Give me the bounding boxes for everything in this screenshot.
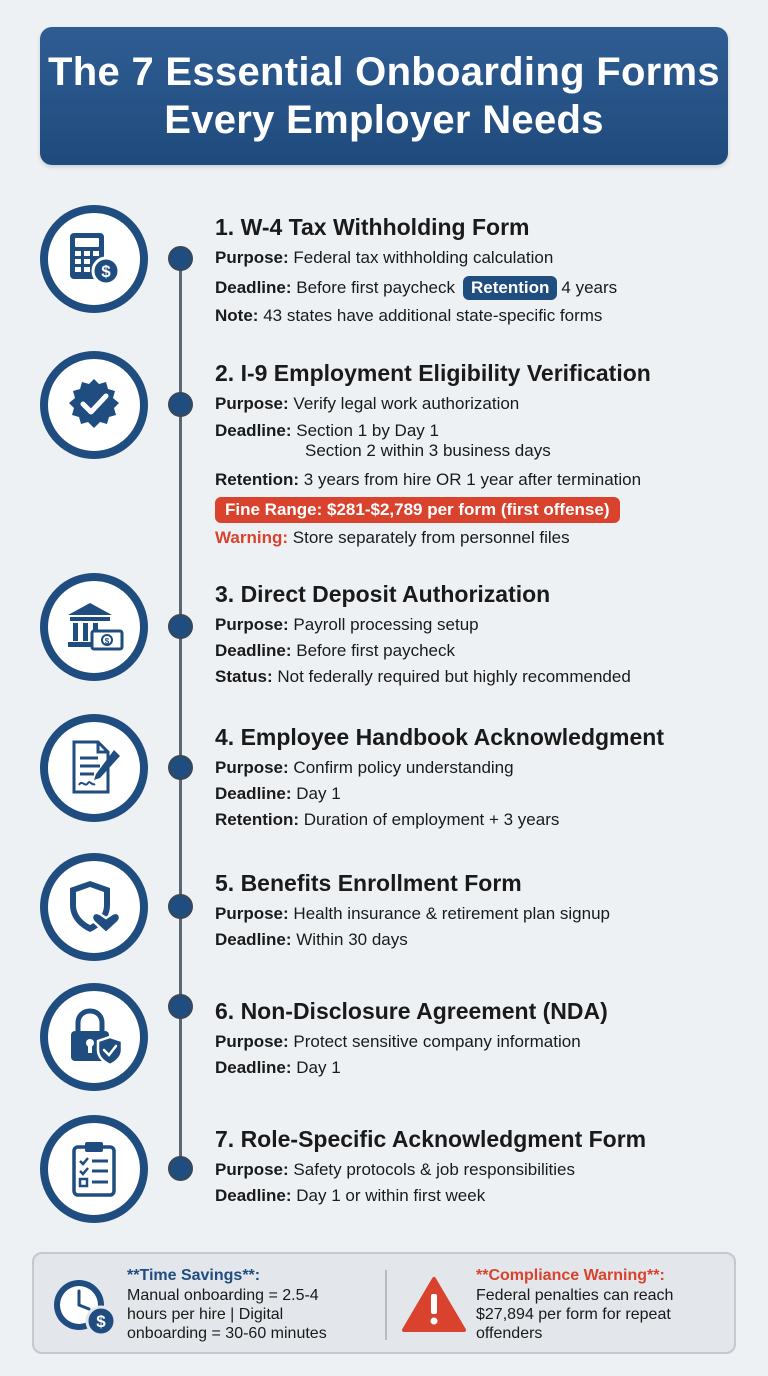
retention-row: Retention: 3 years from hire OR 1 year after termination [215,470,642,489]
purpose-row: Purpose: Federal tax withholding calculation [215,248,554,267]
timeline-dot [168,1156,193,1181]
purpose-row: Purpose: Safety protocols & job responsibilities [215,1160,576,1179]
clipboard-checklist-icon [40,1115,148,1223]
form-item-i9 [215,358,745,551]
deadline-row: Deadline: Day 1 or within first week [215,1186,486,1205]
shield-heart-icon [40,853,148,961]
compliance-warning-block: **Compliance Warning**: Federal penalties can reach $27,894 per form for repeat offenders [476,1267,674,1342]
form-heading: 3. Direct Deposit Authorization [215,581,551,607]
lock-shield-icon [40,983,148,1091]
deadline-row: Deadline: Before first paycheck [215,641,456,660]
warning-row: Warning: Store separately from personnel files [215,528,570,547]
time-savings-block: **Time Savings**: Manual onboarding = 2.5-4 hours per hire | Digital onboarding = 30-60 minutes [127,1267,327,1342]
retention-pill: Retention [463,276,557,300]
deadline-row: Deadline: Before first paycheck Retention 4 years [215,275,745,301]
timeline-dot [168,994,193,1019]
footer-divider [385,1270,387,1340]
purpose-row: Purpose: Health insurance & retirement plan signup [215,904,610,923]
timeline-dot [168,392,193,417]
signed-document-icon [40,714,148,822]
purpose-row: Purpose: Protect sensitive company information [215,1032,581,1051]
purpose-row: Purpose: Confirm policy understanding [215,758,514,777]
deadline-row: Deadline: Within 30 days [215,930,408,949]
form-heading: 2. I-9 Employment Eligibility Verification [215,360,651,386]
deadline-row: Deadline: Day 1 [215,1058,341,1077]
note-row: Note: 43 states have additional state-specific forms [215,306,603,325]
form-item-direct-deposit [215,579,745,690]
status-row: Status: Not federally required but highly recommended [215,667,631,686]
form-item-handbook [215,722,745,833]
page-title: The 7 Essential Onboarding Forms Every Employer Needs [48,50,720,142]
timeline-dot [168,614,193,639]
deadline-row: Deadline: Day 1 [215,784,341,803]
calculator-dollar-icon [40,205,148,313]
form-heading: 6. Non-Disclosure Agreement (NDA) [215,998,608,1024]
bank-money-icon [40,573,148,681]
warning-triangle-icon [402,1276,466,1334]
form-item-w4 [215,212,745,329]
deadline-row: Deadline: Section 1 by Day 1 Section 2 within 3 business days [215,421,551,460]
svg-text:$: $ [101,262,111,281]
timeline-dot [168,246,193,271]
form-item-nda [215,996,745,1081]
form-heading: 7. Role-Specific Acknowledgment Form [215,1126,647,1152]
timeline-dot [168,755,193,780]
fine-range-badge: Fine Range: $281-$2,789 per form (first offense) [215,497,620,523]
form-item-benefits [215,868,745,953]
header-banner [40,27,728,165]
form-heading: 1. W-4 Tax Withholding Form [215,214,530,240]
retention-row: Retention: Duration of employment + 3 years [215,810,560,829]
clock-dollar-icon [50,1276,118,1338]
svg-text:$: $ [96,1312,106,1331]
svg-text:$: $ [104,637,110,646]
form-item-role-specific [215,1124,745,1209]
form-heading: 5. Benefits Enrollment Form [215,870,522,896]
purpose-row: Purpose: Verify legal work authorization [215,394,520,413]
verified-badge-icon [40,351,148,459]
form-heading: 4. Employee Handbook Acknowledgment [215,724,665,750]
purpose-row: Purpose: Payroll processing setup [215,615,479,634]
timeline-dot [168,894,193,919]
footer-panel [32,1252,736,1354]
